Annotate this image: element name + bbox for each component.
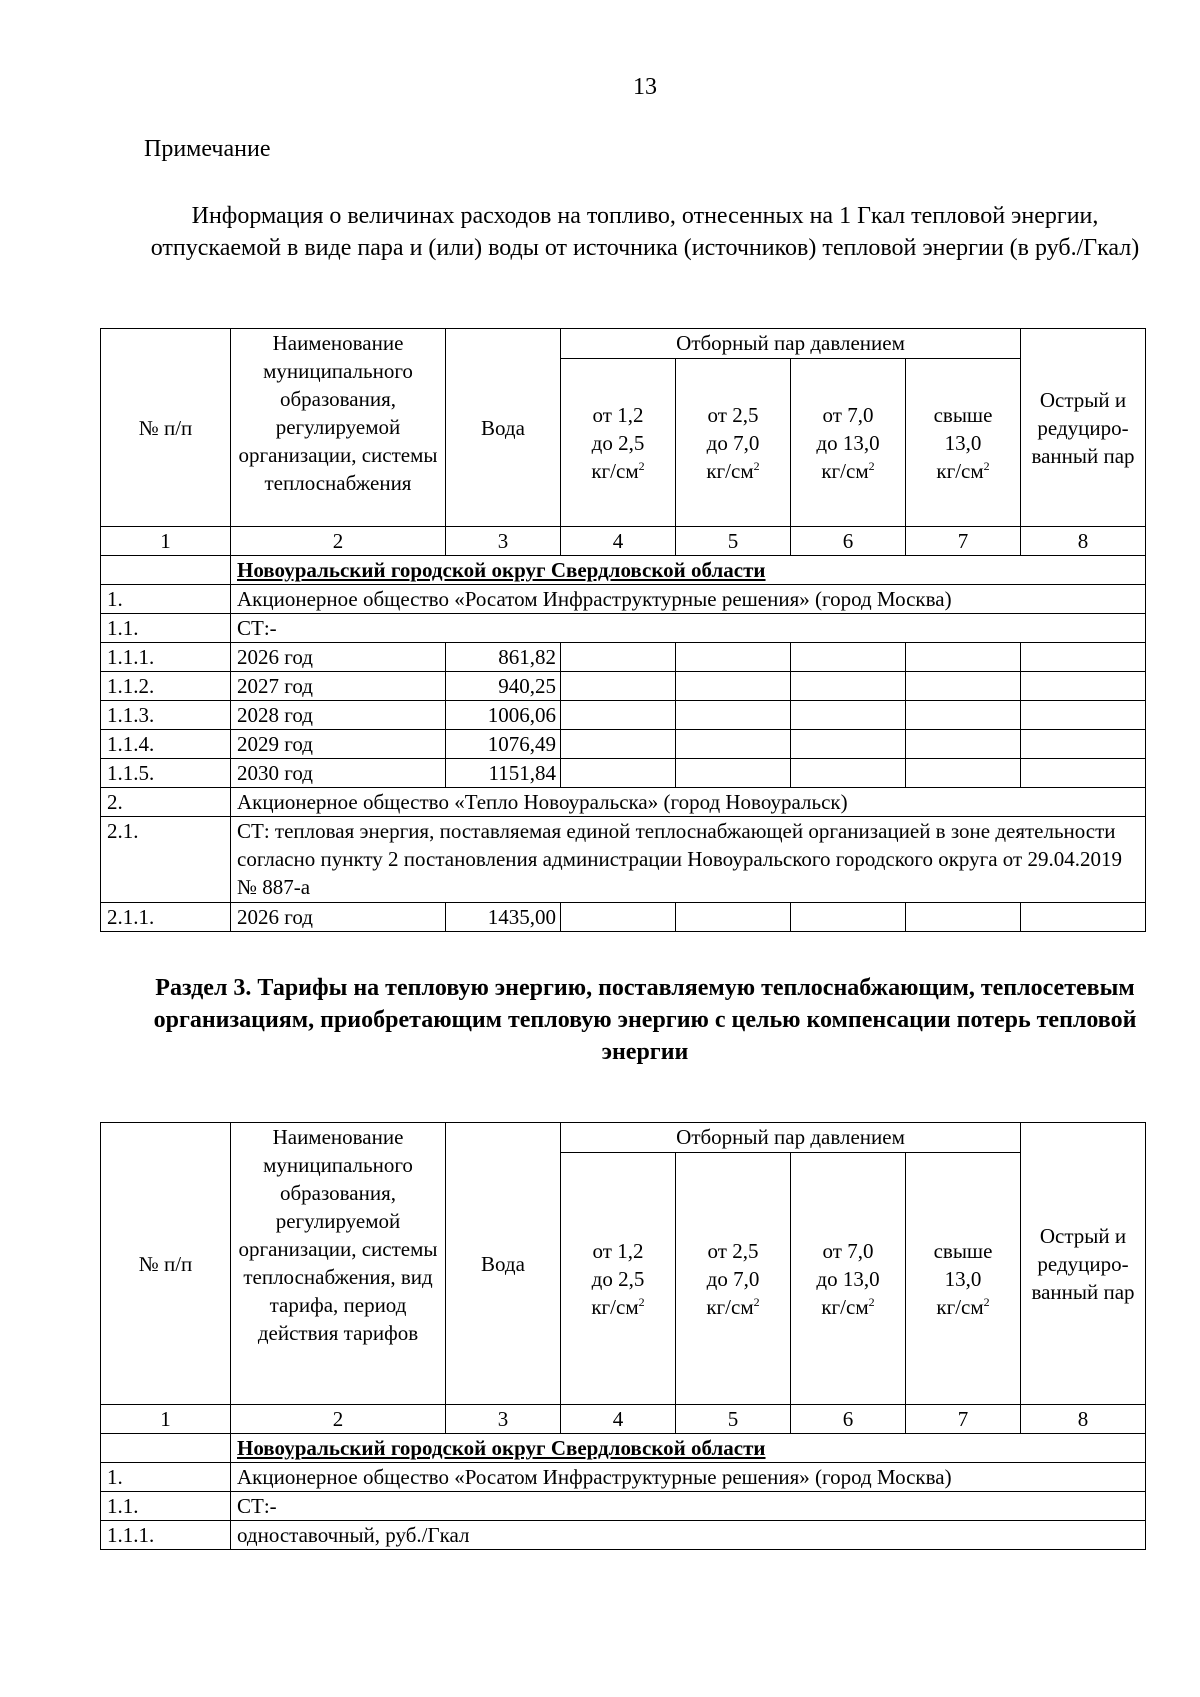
table-row: 1.1.2. 2027 год 940,25 bbox=[101, 672, 1146, 701]
header-steam-group: Отборный пар давлением bbox=[561, 329, 1021, 359]
header-water: Вода bbox=[446, 329, 561, 527]
fuel-cost-table bbox=[100, 328, 1146, 932]
header-name: Наименование муниципального образования, регулируемой организации, системы теплоснабжения, вид тарифа, период действия тарифов bbox=[231, 1123, 446, 1405]
org-row: 1. Акционерное общество «Росатом Инфраструктурные решения» (город Москва) bbox=[101, 585, 1146, 614]
tariff-system-row: 1.1. СТ:- bbox=[101, 614, 1146, 643]
note-label: Примечание bbox=[144, 136, 271, 162]
org-row: 1. Акционерное общество «Росатом Инфраструктурные решения» (город Москва) bbox=[101, 1463, 1146, 1492]
column-number-row: 1 2 3 4 5 6 7 8 bbox=[101, 1405, 1146, 1434]
org-name: Акционерное общество «Росатом Инфраструктурные решения» (город Москва) bbox=[231, 1463, 1146, 1492]
header-pressure-3: от 7,0 до 13,0 $кг/см^2$ bbox=[791, 1153, 906, 1405]
region-row bbox=[101, 1434, 1146, 1463]
info-title: Информация о величинах расходов на топливо, отнесенных на 1 Гкал тепловой энергии, отпускаемой в виде пара и (или) воды от источника (источников) тепловой энергии (в руб./Гкал) bbox=[150, 203, 1140, 261]
tariff-table bbox=[100, 1122, 1146, 1550]
tariff-system-row: 1.1. СТ:- bbox=[101, 1492, 1146, 1521]
table-row: 1.1.5. 2030 год 1151,84 bbox=[101, 759, 1146, 788]
page-number: 13 bbox=[633, 74, 657, 100]
region-title: Новоуральский городской округ Свердловской области bbox=[237, 1436, 766, 1460]
org-name: Акционерное общество «Росатом Инфраструктурные решения» (город Москва) bbox=[231, 585, 1146, 614]
tariff-system-row: 2.1. СТ: тепловая энергия, поставляемая единой теплоснабжающей организацией в зоне деятельности согласно пункту 2 постановления администрации Новоуральского городского округа от 29.04.2019 № 887-а bbox=[101, 817, 1146, 903]
header-pressure-1: от 1,2 до 2,5 $кг/см^2$ bbox=[561, 359, 676, 527]
header-name: Наименование муниципального образования, регулируемой организации, системы теплоснабжения bbox=[231, 329, 446, 527]
column-number-row: 1 2 3 4 5 6 7 8 bbox=[101, 527, 1146, 556]
section3-title: Раздел 3. Тарифы на тепловую энергию, поставляемую теплоснабжающим, теплосетевым организациям, приобретающим тепловую энергию с целью компенсации потерь тепловой энергии bbox=[153, 975, 1137, 1065]
header-pressure-3: от 7,0 до 13,0 $кг/см^2$ bbox=[791, 359, 906, 527]
region-row bbox=[101, 556, 1146, 585]
header-pressure-1: от 1,2 до 2,5 $кг/см^2$ bbox=[561, 1153, 676, 1405]
table-row: 1.1.4. 2029 год 1076,49 bbox=[101, 730, 1146, 759]
header-num: № п/п bbox=[101, 329, 231, 527]
header-sharp-steam: Острый и редуциро-ванный пар bbox=[1021, 329, 1146, 527]
header-pressure-4: свыше 13,0 $кг/см^2$ bbox=[906, 359, 1021, 527]
header-water: Вода bbox=[446, 1123, 561, 1405]
table-row: 2.1.1. 2026 год 1435,00 bbox=[101, 903, 1146, 932]
header-pressure-2: от 2,5 до 7,0 $кг/см^2$ bbox=[676, 1153, 791, 1405]
table-row: 1.1.1. 2026 год 861,82 bbox=[101, 643, 1146, 672]
header-pressure-2: от 2,5 до 7,0 $кг/см^2$ bbox=[676, 359, 791, 527]
org-row: 2. Акционерное общество «Тепло Новоуральска» (город Новоуральск) bbox=[101, 788, 1146, 817]
header-num: № п/п bbox=[101, 1123, 231, 1405]
table-row: 1.1.1. одноставочный, руб./Гкал bbox=[101, 1521, 1146, 1550]
header-steam-group: Отборный пар давлением bbox=[561, 1123, 1021, 1153]
org-name: Акционерное общество «Тепло Новоуральска» (город Новоуральск) bbox=[231, 788, 1146, 817]
header-pressure-4: свыше 13,0 $кг/см^2$ bbox=[906, 1153, 1021, 1405]
table-row: 1.1.3. 2028 год 1006,06 bbox=[101, 701, 1146, 730]
header-sharp-steam: Острый и редуциро-ванный пар bbox=[1021, 1123, 1146, 1405]
region-title: Новоуральский городской округ Свердловской области bbox=[237, 558, 766, 582]
